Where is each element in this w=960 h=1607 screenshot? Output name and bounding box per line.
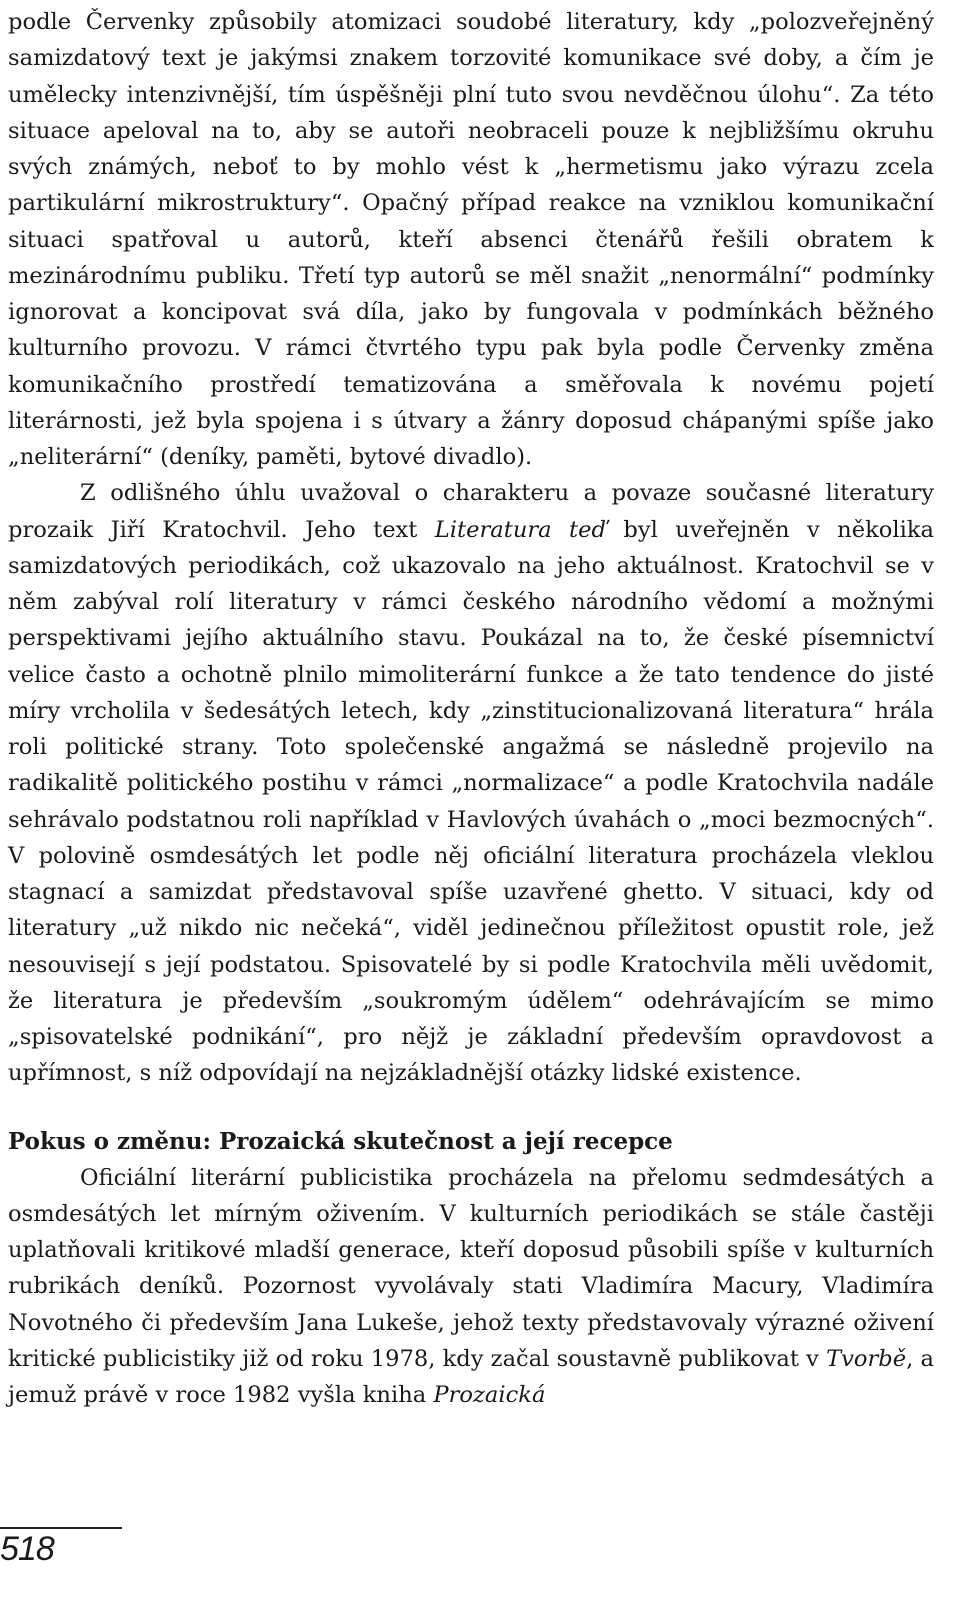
book-title-prozaicka: Prozaická [433,1382,546,1408]
paragraph-kratochvil-literatura-ted [8,475,934,1091]
paragraph-text: Oficiální literární publicistika procházela na přelomu sedmdesátých a osmdesátých let mírným oživením. V kulturních periodikách se stále častěji uplatňovali kritikové mladší generace, kteří doposud působili spíše v kulturních rubrikách deníků. Pozornost vyvolávaly stati Vladimíra Macury, Vladimíra Novotného či především Jana Lukeše, jehož texty představovaly výrazné oživení kritické publicistiky již od roku 1978, kdy začal soustavně publikovat v [8,1164,934,1372]
section-heading: Pokus o změnu: Prozaická skutečnost a její recepce [8,1127,673,1155]
paragraph-text: byl uveřejněn v několika samizdatových periodikách, což ukazovalo na jeho aktuálnost. Kratochvil se v něm zabýval rolí literatury v rámci českého národního vědomí a možnými perspektivami jejího aktuálního stavu. Poukázal na to, že české písemnictví velice často a ochotně plnilo mimoliterární funkce a že tato tendence do jisté míry vrcholila v šedesátých letech, kdy „zinstitucionalizovaná literatura“ hrála roli politické strany. Toto společenské angažmá se následně projevilo na radikalitě politického postihu v rámci „normalizace“ a podle Kratochvila nadále sehrávalo podstatnou roli například v Havlových úvahách o „moci bezmocných“. V polovině osmdesátých let podle něj oficiální literatura procházela vleklou stagnací a samizdat představoval spíše uzavřené ghetto. V situaci, kdy od literatury „už nikdo nic nečeká“, viděl jedinečnou příležitost opustit role, jež nesouvisejí s její podstatou. Spisovatelé by si podle Kratochvila měli uvědomit, že literatura je především „soukromým údělem“ odehrávajícím se mimo „spisovatelské podnikání“, pro nějž je základní především opravdovost a upřímnost, s níž odpovídají na nejzákladnější otázky lidské existence. [8,516,934,1087]
paragraph-text: Z odlišného úhlu uvažoval o charakteru a povaze současné literatury prozaik Jiří Kratochvil. Jeho text [8,480,934,543]
footer-rule [0,1527,122,1529]
paragraph-official-publicistics [8,1160,934,1414]
paragraph-cervenka-communication-types: podle Červenky způsobily atomizaci soudobé literatury, kdy „polozveřejněný samizdatový text je jakýmsi znakem torzovité komunikace své doby, a čím je umělecky intenzivnější, tím úspěšněji plní tuto svou nevděčnou úlohu“. Za této situace apeloval na to, aby se autoři neobraceli pouze k nejbližšímu okruhu svých známých, neboť to by mohlo vést k „hermetismu jako výrazu zcela partikulární mikrostruktury“. Opačný případ reakce na vzniklou komunikační situaci spatřoval u autorů, kteří absenci čtenářů řešili obratem k mezinárodnímu publiku. Třetí typ autorů se měl snažit „nenormální“ podmínky ignorovat a koncipovat svá díla, jako by fungovala v podmínkách běžného kulturního provozu. V rámci čtvrtého typu pak byla podle Červenky změna komunikačního prostředí tematizována a směřovala k novému pojetí literárnosti, jež byla spojena i s útvary a žánry doposud chápanými spíše jako „neliterární“ (deníky, paměti, bytové divadlo). [8,9,934,470]
work-title-literatura-ted: Literatura teď [434,516,606,543]
document-page [8,4,934,1413]
paragraph-text: , a jemuž právě v roce 1982 vyšla kniha [8,1345,934,1408]
page-number: 518 [0,1530,54,1568]
journal-title-tvorba: Tvorbě [826,1345,907,1372]
